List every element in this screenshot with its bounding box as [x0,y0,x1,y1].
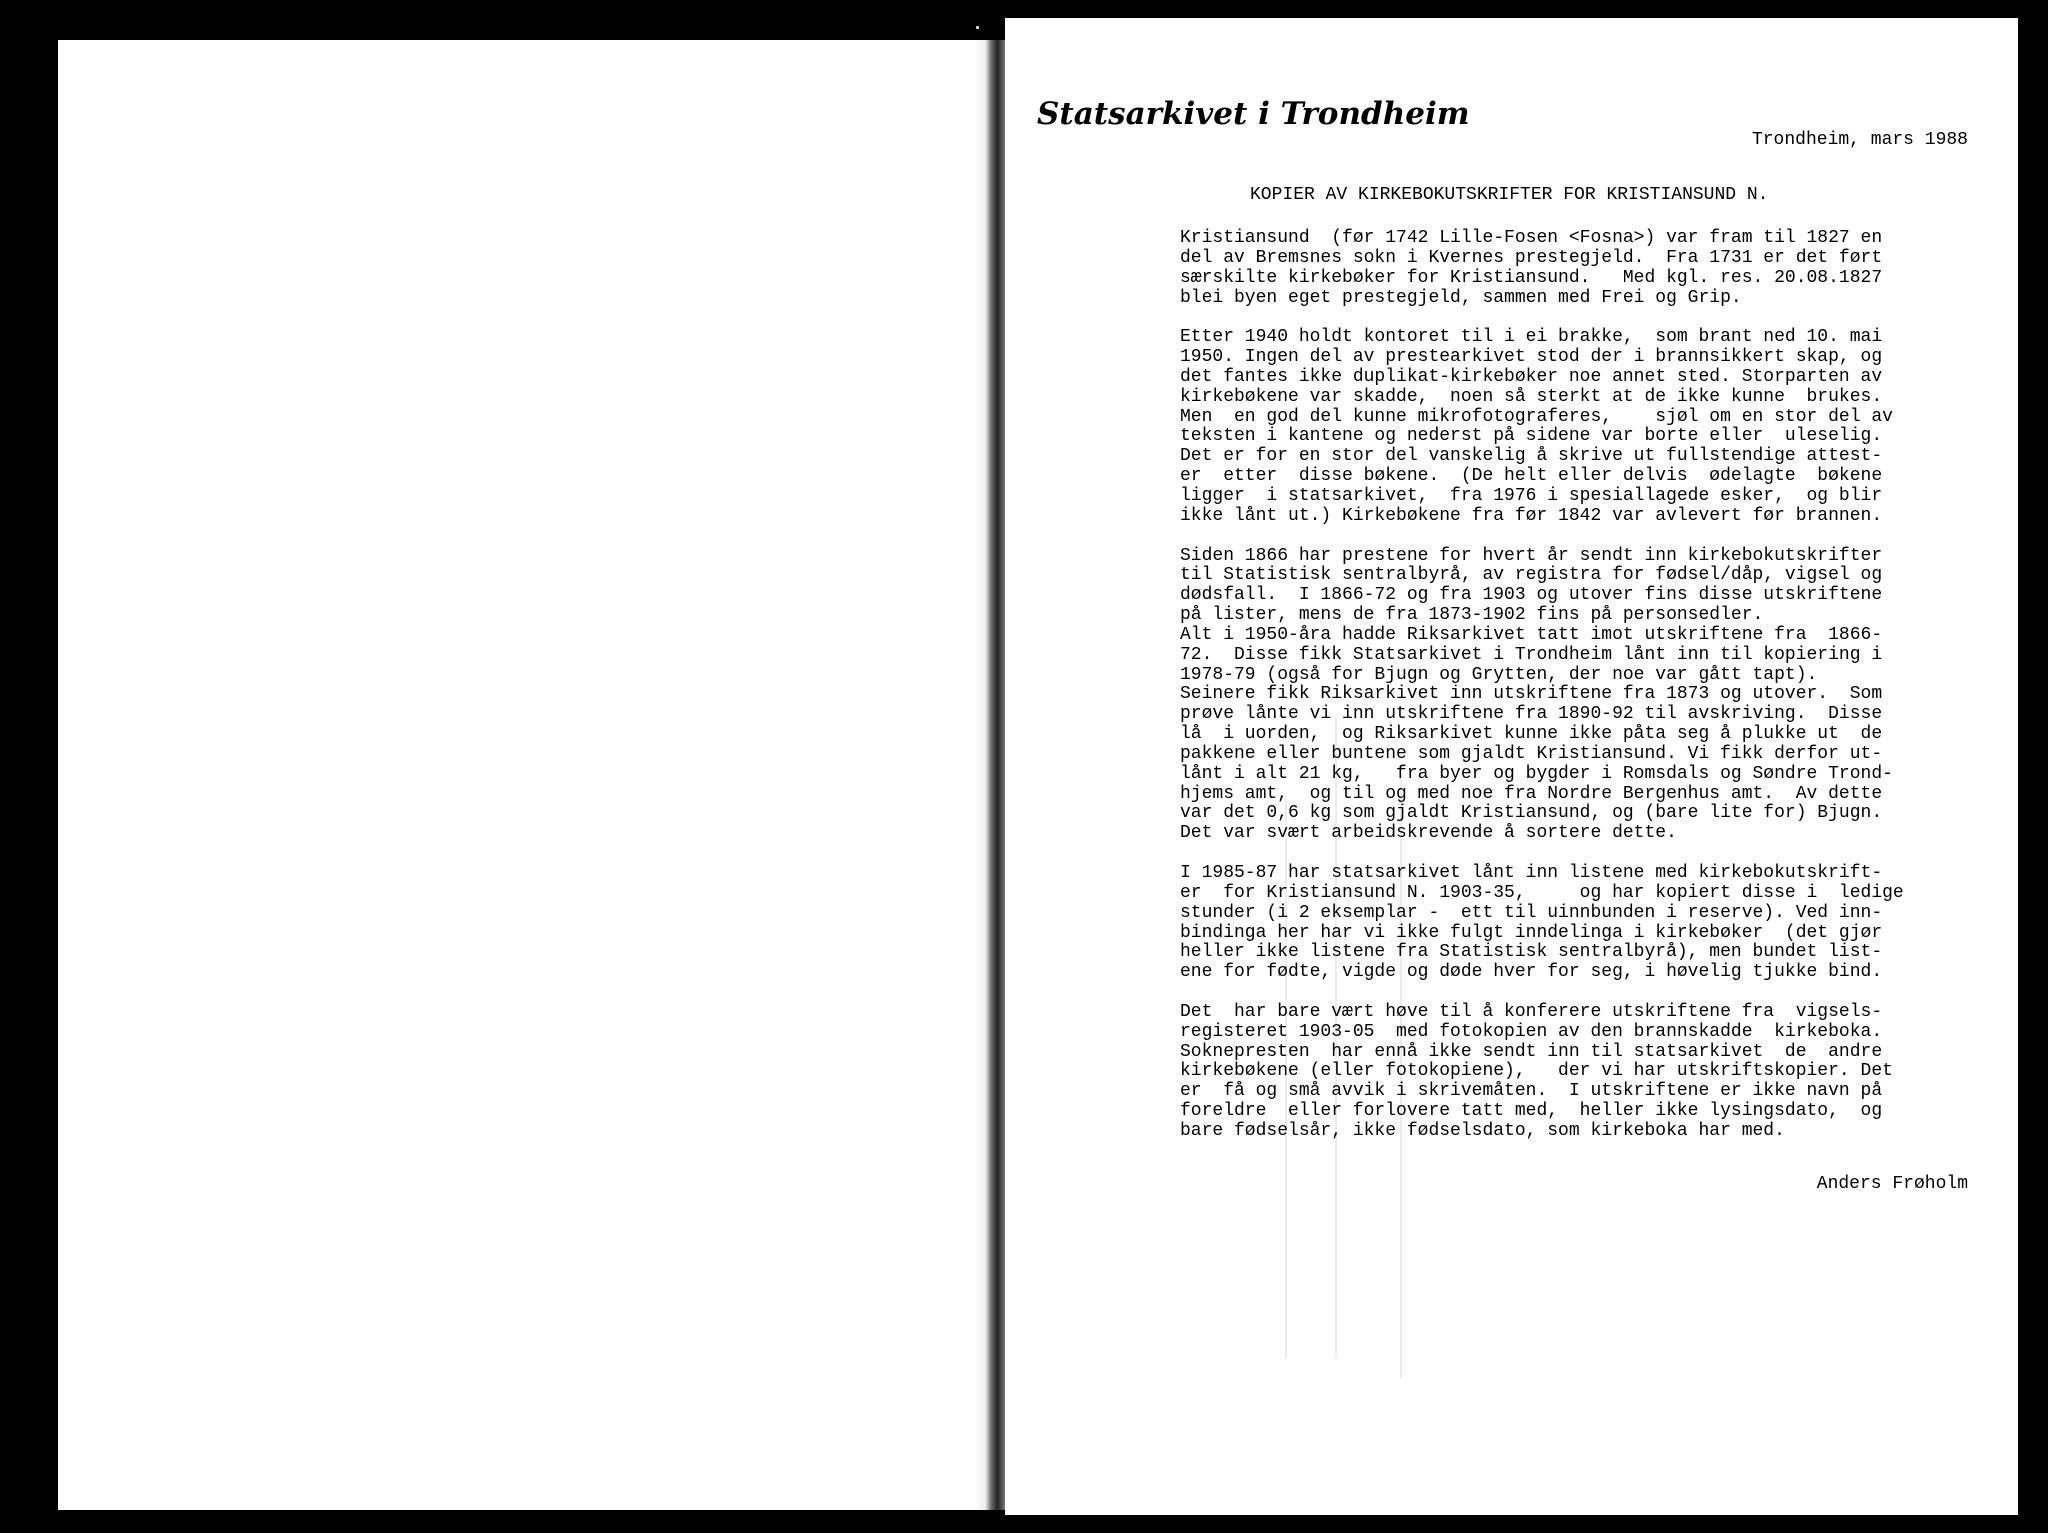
paragraph-3 [1180,547,1980,845]
text-line: Alt i 1950-åra hadde Riksarkivet tatt imot utskriftene fra 1866- [1180,624,1883,645]
text-line: Siden 1866 har prestene for hvert år sendt inn kirkebokutskrifter [1180,545,1883,566]
text-line: Det er for en stor del vanskelig å skrive ut fullstendige attest- [1180,446,1883,467]
text-line: heller ikke listene fra Statistisk sentralbyrå), men bundet list- [1180,942,1883,963]
text-line: foreldre eller forlovere tatt med, heller ikke lysingsdato, og [1180,1101,1883,1122]
text-line: til Statistisk sentralbyrå, av registra for fødsel/dåp, vigsel og [1180,565,1883,586]
text-line: ene for fødte, vigde og døde hver for seg, i høvelig tjukke bind. [1180,962,1883,983]
date-line: Trondheim, mars 1988 [1751,130,1968,150]
text-line: dødsfall. I 1866-72 og fra 1903 og utover fins disse utskriftene [1180,585,1883,606]
document-title: KOPIER AV KIRKEBOKUTSKRIFTER FOR KRISTIANSUND N. [1250,185,1769,205]
text-line: ikke lånt ut.) Kirkebøkene fra før 1842 var avlevert før brannen. [1180,505,1883,526]
text-line: registeret 1903-05 med fotokopien av den brannskadde kirkeboka. [1180,1021,1883,1042]
paragraph-5 [1180,1003,1980,1142]
text-line: 1950. Ingen del av prestearkivet stod der i brannsikkert skap, og [1180,347,1883,368]
text-line: på lister, mens de fra 1873-1902 fins på personsedler. [1180,605,1764,626]
text-line: blei byen eget prestegjeld, sammen med Frei og Grip. [1180,287,1742,308]
text-line: var det 0,6 kg som gjaldt Kristiansund, og (bare lite for) Bjugn. [1180,803,1883,824]
text-line: pakkene eller buntene som gjaldt Kristiansund. Vi fikk derfor ut- [1180,743,1883,764]
text-line: lånt i alt 21 kg, fra byer og bygder i Romsdals og Søndre Trond- [1180,763,1893,784]
text-line: Det har bare vært høve til å konferere utskriftene fra vigsels- [1180,1001,1883,1022]
paragraph-4 [1180,864,1980,983]
text-line: Seinere fikk Riksarkivet inn utskriftene fra 1873 og utover. Som [1180,684,1883,705]
text-line: teksten i kantene og nederst på sidene var borte eller uleselig. [1180,426,1883,447]
text-line: ligger i statsarkivet, fra 1976 i spesiallagede esker, og blir [1180,485,1883,506]
text-line: Men en god del kunne mikrofotograferes, sjøl om en stor del av [1180,406,1893,427]
archive-letterhead: Statsarkivet i Trondheim [1037,96,1470,132]
text-line: er for Kristiansund N. 1903-35, og har kopiert disse i ledige [1180,882,1904,903]
book-spine [975,40,1005,1510]
document-body [1180,229,1980,1142]
paragraph-2 [1180,328,1980,526]
text-line: prøve lånte vi inn utskriftene fra 1890-92 til avskriving. Disse [1180,704,1883,725]
paragraph-1 [1180,229,1980,308]
text-line: hjems amt, og til og med noe fra Nordre Bergenhus amt. Av dette [1180,783,1883,804]
text-line: Etter 1940 holdt kontoret til i ei brakke, som brant ned 10. mai [1180,327,1883,348]
text-line: I 1985-87 har statsarkivet lånt inn listene med kirkebokutskrift- [1180,863,1883,883]
text-line: Kristiansund (før 1742 Lille-Fosen <Fosna>) var fram til 1827 en [1180,228,1883,248]
scan-mark [976,26,979,29]
text-line: er få og små avvik i skrivemåten. I utskriftene er ikke navn på [1180,1081,1883,1102]
blank-left-page [58,40,988,1510]
signature: Anders Frøholm [1816,1174,1968,1194]
text-line: er etter disse bøkene. (De helt eller delvis ødelagte bøkene [1180,466,1883,487]
text-line: Soknepresten har ennå ikke sendt inn til statsarkivet de andre [1180,1041,1883,1062]
text-line: kirkebøkene (eller fotokopiene), der vi har utskriftskopier. Det [1180,1061,1893,1082]
text-line: del av Bremsnes sokn i Kvernes prestegjeld. Fra 1731 er det ført [1180,247,1883,268]
text-line: særskilte kirkebøker for Kristiansund. Med kgl. res. 20.08.1827 [1180,267,1883,288]
document-page [1005,18,2018,1515]
text-line: bare fødselsår, ikke fødselsdato, som kirkeboka har med. [1180,1120,1785,1141]
text-line: 72. Disse fikk Statsarkivet i Trondheim lånt inn til kopiering i [1180,644,1883,665]
text-line: stunder (i 2 eksemplar - ett til uinnbunden i reserve). Ved inn- [1180,902,1883,923]
text-line: det fantes ikke duplikat-kirkebøker noe annet sted. Storparten av [1180,366,1883,387]
text-line: kirkebøkene var skadde, noen så sterkt at de ikke kunne brukes. [1180,386,1883,407]
text-line: 1978-79 (også for Bjugn og Grytten, der noe var gått tapt). [1180,664,1818,685]
text-line: Det var svært arbeidskrevende å sortere dette. [1180,823,1677,844]
text-line: lå i uorden, og Riksarkivet kunne ikke påta seg å plukke ut de [1180,724,1883,745]
text-line: bindinga her har vi ikke fulgt inndelinga i kirkebøker (det gjør [1180,922,1883,943]
